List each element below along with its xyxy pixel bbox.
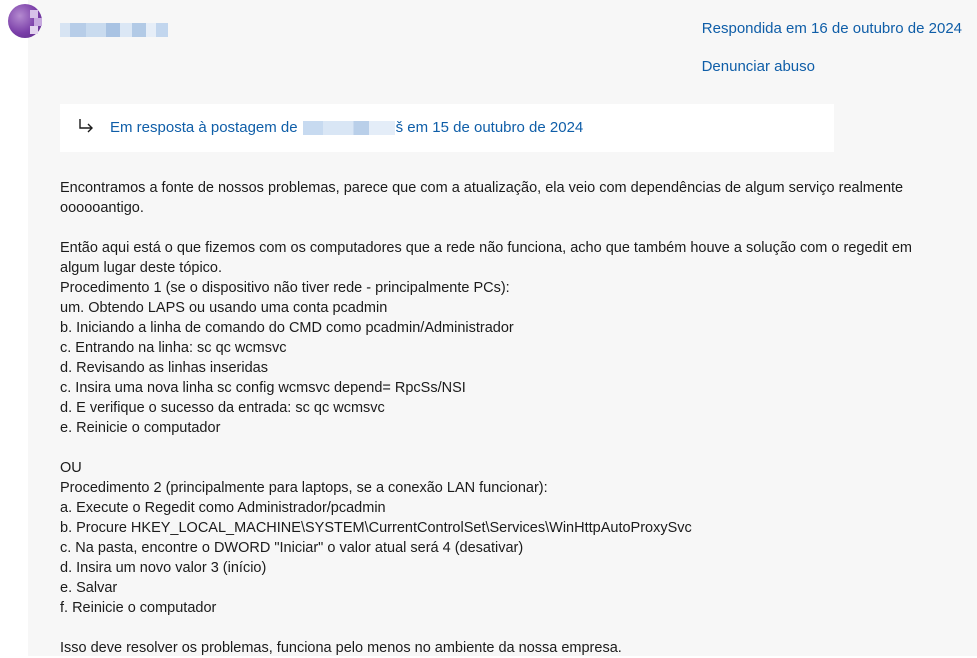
text-line: c. Entrando na linha: sc qc wcmsvc: [60, 340, 287, 356]
avatar-pixel: [30, 26, 38, 34]
reply-suffix: š em 15 de outubro de 2024: [395, 119, 584, 136]
text-line: Procedimento 2 (principalmente para laptops, se a conexão LAN funcionar):: [60, 480, 548, 496]
text-line: Então aqui está o que fizemos com os computadores que a rede não funciona, acho que também houve a solução com o regedit em: [60, 240, 912, 256]
text-line: b. Procure HKEY_LOCAL_MACHINE\SYSTEM\CurrentControlSet\Services\WinHttpAutoProxySvc: [60, 520, 692, 536]
text-line: Isso deve resolver os problemas, funciona pelo menos no ambiente da nossa empresa.: [60, 640, 622, 656]
avatar[interactable]: [8, 4, 42, 38]
text-line: e. Reinicie o computador: [60, 420, 221, 436]
answered-date: Respondida em 16 de outubro de 2024: [701, 20, 962, 37]
avatar-pixel: [34, 18, 42, 26]
reply-arrow-icon: [76, 116, 96, 136]
text-line: a. Execute o Regedit como Administrador/pcadmin: [60, 500, 386, 516]
text-line: OU: [60, 460, 82, 476]
text-line: Encontramos a fonte de nossos problemas, parece que com a atualização, ela veio com dependências de algum serviço realmente: [60, 180, 904, 196]
text-line: c. Insira uma nova linha sc config wcmsvc depend= RpcSs/NSI: [60, 380, 466, 396]
text-line: um. Obtendo LAPS ou usando uma conta pcadmin: [60, 300, 388, 316]
author-name-redacted[interactable]: [60, 23, 168, 37]
post-body: [60, 178, 960, 658]
in-reply-to-link[interactable]: [110, 119, 583, 136]
reply-prefix: Em resposta à postagem de: [110, 119, 298, 136]
left-gutter: [0, 0, 28, 656]
in-reply-to-box: [60, 104, 834, 152]
paragraph-closing: [60, 638, 960, 658]
text-line: oooooantigo.: [60, 200, 144, 216]
report-abuse-link[interactable]: Denunciar abuso: [701, 58, 815, 75]
paragraph-intro: [60, 178, 960, 218]
text-line: algum lugar deste tópico.: [60, 260, 223, 276]
paragraph-procedure-2: [60, 458, 960, 618]
text-line: b. Iniciando a linha de comando do CMD como pcadmin/Administrador: [60, 320, 514, 336]
text-line: e. Salvar: [60, 580, 118, 596]
text-line: d. E verifique o sucesso da entrada: sc qc wcmsvc: [60, 400, 385, 416]
avatar-pixel: [30, 10, 38, 18]
paragraph-procedure-1: [60, 238, 960, 438]
text-line: Procedimento 1 (se o dispositivo não tiver rede - principalmente PCs):: [60, 280, 510, 296]
text-line: c. Na pasta, encontre o DWORD "Iniciar" o valor atual será 4 (desativar): [60, 540, 524, 556]
text-line: f. Reinicie o computador: [60, 600, 217, 616]
redacted-username: [303, 121, 395, 135]
text-line: d. Revisando as linhas inseridas: [60, 360, 268, 376]
text-line: d. Insira um novo valor 3 (início): [60, 560, 267, 576]
